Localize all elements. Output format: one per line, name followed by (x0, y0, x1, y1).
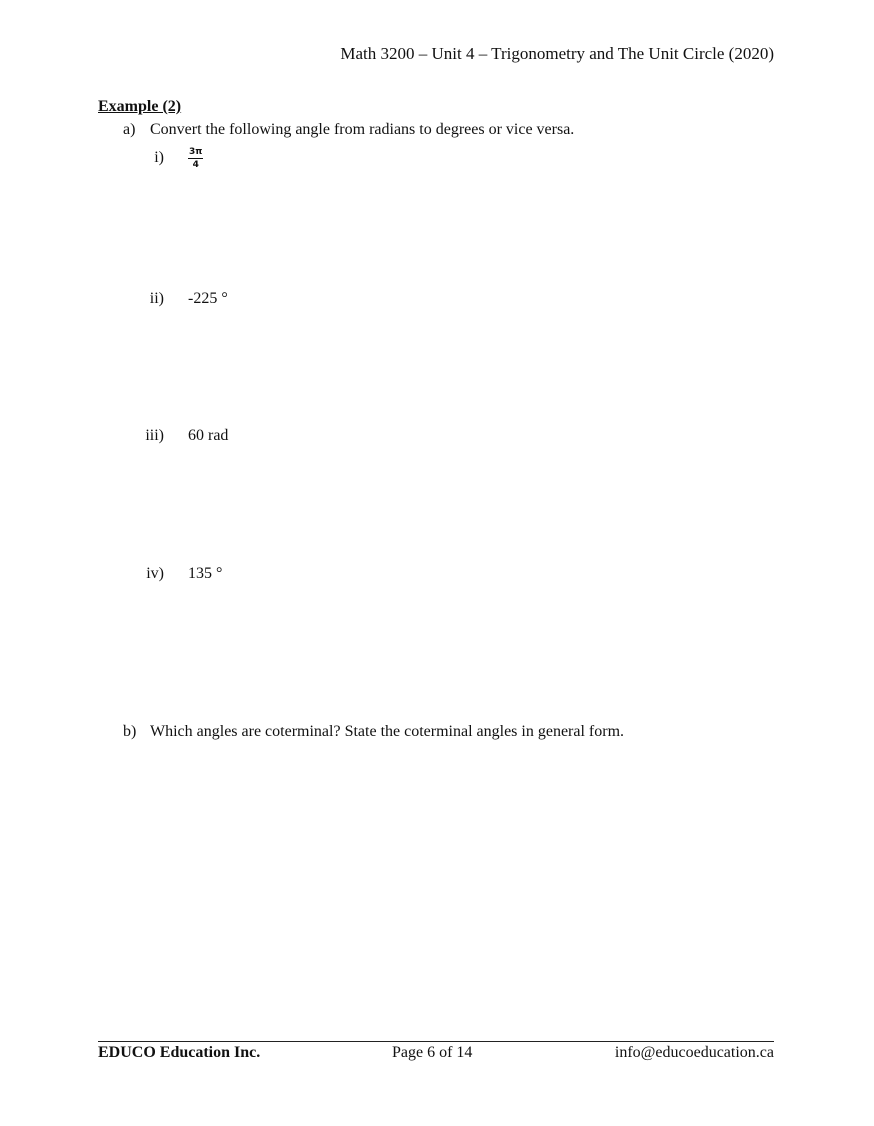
footer-page-number: Page 6 of 14 (392, 1044, 473, 1061)
footer-divider (98, 1041, 774, 1042)
example-heading: Example (2) (98, 98, 182, 115)
footer-company: EDUCO Education Inc. (98, 1044, 261, 1061)
item-value-fraction (188, 147, 203, 173)
item-number: ii) (149, 290, 164, 307)
item-number: iv) (146, 565, 164, 582)
footer-email: info@educoeducation.ca (614, 1044, 774, 1061)
item-i (126, 147, 203, 173)
item-value: 135 ° (188, 565, 223, 582)
item-ii (126, 290, 228, 308)
part-a-prompt (123, 121, 574, 139)
item-iv (126, 565, 222, 583)
item-value: -225 ° (188, 290, 228, 307)
item-number: i) (154, 149, 164, 167)
item-iii (126, 427, 228, 445)
fraction-denominator: 4 (192, 160, 199, 170)
part-a-letter: a) (123, 121, 136, 138)
item-value: 60 rad (188, 427, 229, 444)
part-b-letter: b) (123, 723, 137, 740)
fraction (188, 147, 203, 170)
part-b-prompt (123, 723, 624, 741)
page-header-title: Math 3200 – Unit 4 – Trigonometry and The Unit Circle (2020) (340, 44, 774, 63)
fraction-numerator: 3π (189, 147, 203, 157)
part-a-text: Convert the following angle from radians to degrees or vice versa. (150, 121, 575, 138)
item-number: iii) (145, 427, 164, 444)
part-b-text: Which angles are coterminal? State the coterminal angles in general form. (150, 723, 625, 740)
